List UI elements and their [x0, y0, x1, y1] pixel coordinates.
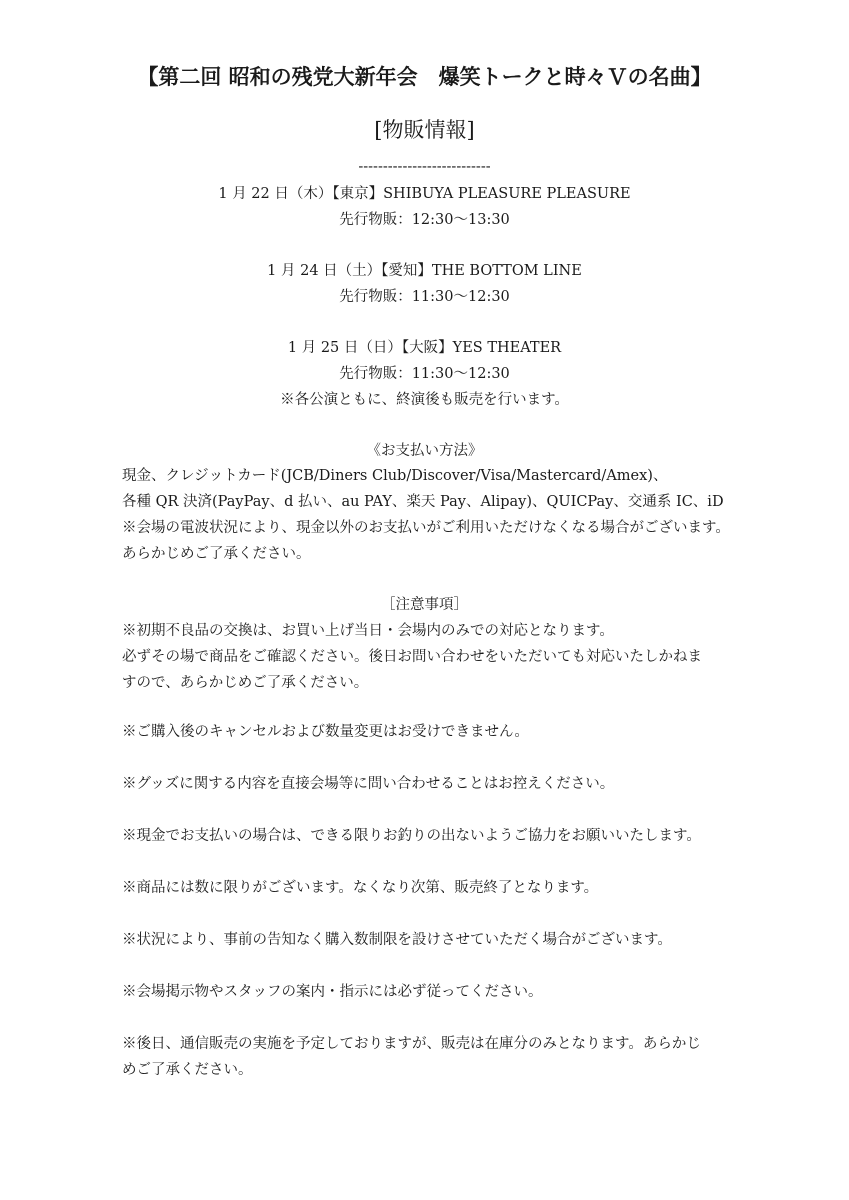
note-line: ※初期不良品の交換は、お買い上げ当日・会場内のみでの対応となります。	[122, 623, 614, 639]
note-line: ※商品には数に限りがございます。なくなり次第、販売終了となります。	[122, 880, 599, 896]
event-date-venue: 1 月 24 日（土）【愛知】THE BOTTOM LINE	[267, 263, 582, 279]
payment-line: 各種 QR 決済(PayPay、d 払い、au PAY、楽天 Pay、Alipay)、QUICPay、交通系 IC、iD	[122, 494, 724, 510]
event-date-venue: 1 月 22 日（木）【東京】SHIBUYA PLEASURE PLEASURE	[218, 186, 631, 202]
page-title: 【第二回 昭和の残党大新年会 爆笑トークと時々Ｖの名曲】	[137, 64, 712, 89]
note-line: 必ずその場で商品をご確認ください。後日お問い合わせをいただいても対応いたしかねま	[122, 649, 702, 665]
note-line: ※後日、通信販売の実施を予定しておりますが、販売は在庫分のみとなります。あらかじ	[122, 1036, 701, 1052]
note-line: めご了承ください。	[122, 1062, 253, 1078]
event-date-venue: 1 月 25 日（日）【大阪】YES THEATER	[287, 340, 562, 356]
payment-line: あらかじめご了承ください。	[122, 546, 311, 562]
event-presale-time: 先行物販：11:30〜12:30	[339, 289, 510, 305]
separator: ---------------------------	[358, 159, 491, 175]
notes-heading: ［注意事項］	[381, 597, 468, 613]
note-line: ※状況により、事前の告知なく購入数制限を設けさせていただく場合がございます。	[122, 932, 672, 948]
note-line: ※ご購入後のキャンセルおよび数量変更はお受けできません。	[122, 724, 529, 740]
note-line: すので、あらかじめご了承ください。	[122, 675, 369, 691]
note-line: ※会場掲示物やスタッフの案内・指示には必ず従ってください。	[122, 984, 543, 1000]
payment-line: 現金、クレジットカード(JCB/Diners Club/Discover/Visa/Mastercard/Amex)、	[122, 468, 668, 484]
payment-line: ※会場の電波状況により、現金以外のお支払いがご利用いただけなくなる場合がございます。	[122, 520, 730, 536]
event-presale-time: 先行物販：12:30〜13:30	[339, 212, 510, 228]
page-subtitle: [物販情報]	[374, 118, 475, 142]
note-line: ※現金でお支払いの場合は、できる限りお釣りの出ないようご協力をお願いいたします。	[122, 828, 701, 844]
event-presale-time: 先行物販：11:30〜12:30	[339, 366, 510, 382]
note-line: ※グッズに関する内容を直接会場等に問い合わせることはお控えください。	[122, 776, 615, 792]
payment-heading: 《お支払い方法》	[366, 443, 483, 459]
after-show-note: ※各公演ともに、終演後も販売を行います。	[280, 392, 569, 408]
